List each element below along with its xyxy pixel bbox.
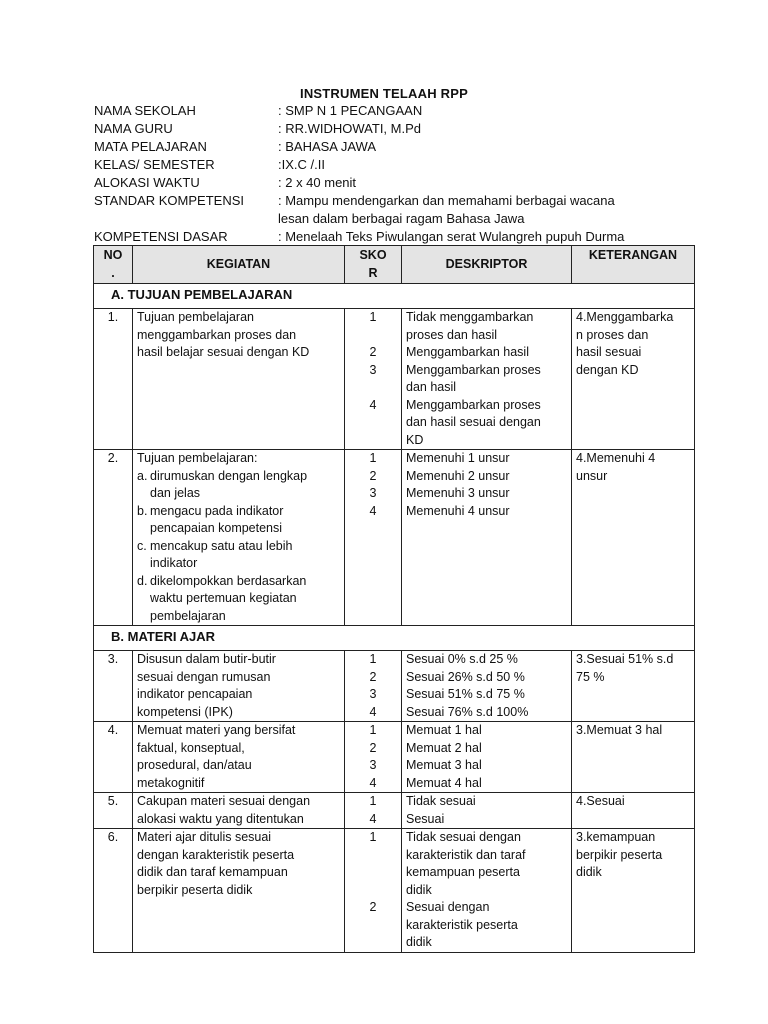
spacer xyxy=(349,414,397,432)
meta-row-alokasi xyxy=(94,174,714,192)
sublist-marker: a. xyxy=(137,468,148,483)
skor-value: 1 xyxy=(369,723,377,737)
table-row xyxy=(94,722,695,793)
deskriptor-line: Menggambarkan proses xyxy=(406,397,541,412)
sublist-item xyxy=(137,573,340,626)
sublist-item xyxy=(137,468,340,503)
deskriptor-line: Memuat 4 hal xyxy=(406,775,482,790)
deskriptor-line: didik xyxy=(406,882,432,897)
skor-value: 2 xyxy=(369,468,377,483)
row-number: 3. xyxy=(94,651,133,722)
kegiatan-cell xyxy=(133,722,345,793)
sublist-line: pencapaian kompetensi xyxy=(150,521,283,535)
meta-label: MATA PELAJARAN xyxy=(94,139,207,154)
skor-value: 1 xyxy=(369,830,377,844)
deskriptor-line: KD xyxy=(406,432,424,447)
meta-label: NAMA SEKOLAH xyxy=(94,103,196,118)
deskriptor-line: didik xyxy=(406,935,432,949)
kegiatan-line: metakognitif xyxy=(137,775,205,790)
deskriptor-line: Menggambarkan proses xyxy=(406,362,541,377)
sublist-text xyxy=(150,503,340,538)
skor-value: 2 xyxy=(369,669,377,684)
table-row xyxy=(94,829,695,953)
header-deskriptor: DESKRIPTOR xyxy=(402,246,572,284)
spacer xyxy=(349,379,397,397)
sublist-line: indikator xyxy=(150,556,198,570)
deskriptor-line: Memenuhi 1 unsur xyxy=(406,451,510,465)
deskriptor-cell xyxy=(402,450,572,626)
keterangan-line: hasil sesuai xyxy=(576,345,642,359)
kegiatan-cell xyxy=(133,450,345,626)
document-title: INSTRUMEN TELAAH RPP xyxy=(300,86,468,101)
header-no-line: NO xyxy=(103,248,123,262)
spacer xyxy=(349,882,397,900)
assessment-table xyxy=(93,245,695,953)
skor-value: 1 xyxy=(369,652,377,666)
spacer xyxy=(349,864,397,882)
deskriptor-line: Memuat 3 hal xyxy=(406,758,482,772)
keterangan-cell xyxy=(572,651,695,722)
deskriptor-line: Memenuhi 3 unsur xyxy=(406,486,510,500)
header-kegiatan: KEGIATAN xyxy=(133,246,345,284)
deskriptor-line: Sesuai dengan xyxy=(406,900,490,914)
spacer xyxy=(349,934,397,952)
kegiatan-line: dengan karakteristik peserta xyxy=(137,847,295,862)
meta-row-kelas xyxy=(94,156,714,174)
table-row xyxy=(94,793,695,829)
kegiatan-sublist xyxy=(137,468,340,626)
meta-value: : RR.WIDHOWATI, M.Pd xyxy=(278,121,421,136)
deskriptor-line: Menggambarkan hasil xyxy=(406,345,529,359)
row-number: 2. xyxy=(94,450,133,626)
meta-row-kd xyxy=(94,228,714,246)
sublist-line: dan jelas xyxy=(150,486,201,500)
kegiatan-line: indikator pencapaian xyxy=(137,687,253,701)
deskriptor-line: Memuat 1 hal xyxy=(406,723,482,737)
sublist-marker: b. xyxy=(137,503,148,518)
sublist-marker: d. xyxy=(137,573,148,588)
table-row xyxy=(94,450,695,626)
keterangan-line: 4.Memenuhi 4 xyxy=(576,451,656,465)
sublist-text xyxy=(150,573,340,626)
skor-value: 1 xyxy=(369,310,377,324)
skor-value: 3 xyxy=(369,362,377,377)
meta-label: KOMPETENSI DASAR xyxy=(94,229,228,244)
kegiatan-cell xyxy=(133,651,345,722)
sublist-text xyxy=(150,468,340,503)
row-number: 1. xyxy=(94,309,133,450)
deskriptor-line: Memenuhi 4 unsur xyxy=(406,503,510,518)
kegiatan-line: Tujuan pembelajaran: xyxy=(137,451,258,465)
skor-value: 4 xyxy=(369,811,377,826)
keterangan-cell xyxy=(572,722,695,793)
kegiatan-line: alokasi waktu yang ditentukan xyxy=(137,811,304,826)
meta-value: : Menelaah Teks Piwulangan serat Wulangreh pupuh Durma xyxy=(278,229,625,244)
keterangan-line: didik xyxy=(576,865,602,879)
meta-value-line: lesan dalam berbagai ragam Bahasa Jawa xyxy=(278,211,525,226)
header-skor-line: SKO xyxy=(359,248,387,262)
kegiatan-line: Memuat materi yang bersifat xyxy=(137,723,296,737)
section-title: B. MATERI AJAR xyxy=(94,626,695,651)
meta-row-guru xyxy=(94,120,714,138)
keterangan-line: unsur xyxy=(576,468,608,483)
skor-value: 4 xyxy=(369,704,377,719)
table-row xyxy=(94,651,695,722)
deskriptor-line: karakteristik dan taraf xyxy=(406,847,526,862)
kegiatan-line: berpikir peserta didik xyxy=(137,882,253,897)
spacer xyxy=(349,847,397,865)
skor-cell xyxy=(345,793,402,829)
keterangan-line: dengan KD xyxy=(576,362,639,377)
keterangan-line: 4.Menggambarka xyxy=(576,310,674,324)
kegiatan-cell xyxy=(133,793,345,829)
sublist-line: mengacu pada indikator xyxy=(150,503,284,518)
skor-value: 3 xyxy=(369,486,377,500)
section-row xyxy=(94,626,695,651)
table-row xyxy=(94,309,695,450)
deskriptor-line: kemampuan peserta xyxy=(406,865,520,879)
keterangan-line: 3.kemampuan xyxy=(576,830,656,844)
deskriptor-line: Sesuai 76% s.d 100% xyxy=(406,704,529,719)
keterangan-cell xyxy=(572,829,695,953)
kegiatan-line: Disusun dalam butir-butir xyxy=(137,652,276,666)
sublist-line: waktu pertemuan kegiatan xyxy=(150,591,297,605)
deskriptor-line: Tidak sesuai dengan xyxy=(406,830,521,844)
sublist-line: dirumuskan dengan lengkap xyxy=(150,468,308,483)
kegiatan-line: prosedural, dan/atau xyxy=(137,758,252,772)
meta-row-mapel xyxy=(94,138,714,156)
keterangan-line: 3.Memuat 3 hal xyxy=(576,723,663,737)
meta-value: : SMP N 1 PECANGAAN xyxy=(278,103,423,118)
deskriptor-line: Sesuai 51% s.d 75 % xyxy=(406,687,525,701)
table-header-row xyxy=(94,246,695,284)
deskriptor-line: Tidak sesuai xyxy=(406,794,476,808)
sublist-line: dikelompokkan berdasarkan xyxy=(150,573,307,588)
table-body xyxy=(94,284,695,953)
deskriptor-line: dan hasil xyxy=(406,380,457,394)
skor-value: 4 xyxy=(369,397,377,412)
keterangan-line: berpikir peserta xyxy=(576,847,663,862)
deskriptor-line: Sesuai 26% s.d 50 % xyxy=(406,669,525,684)
deskriptor-line: dan hasil sesuai dengan xyxy=(406,415,541,429)
header-keterangan: KETERANGAN xyxy=(572,246,695,284)
kegiatan-line: sesuai dengan rumusan xyxy=(137,669,271,684)
spacer xyxy=(349,917,397,935)
skor-cell xyxy=(345,309,402,450)
deskriptor-line: Memuat 2 hal xyxy=(406,740,482,755)
section-row xyxy=(94,284,695,309)
meta-value-line: : Mampu mendengarkan dan memahami berbagai wacana xyxy=(278,193,615,208)
sublist-marker: c. xyxy=(137,538,147,553)
sublist-line: mencakup satu atau lebih xyxy=(150,538,293,553)
kegiatan-cell xyxy=(133,829,345,953)
deskriptor-line: proses dan hasil xyxy=(406,327,498,342)
section-title: A. TUJUAN PEMBELAJARAN xyxy=(94,284,695,309)
spacer xyxy=(349,327,397,345)
skor-cell xyxy=(345,829,402,953)
deskriptor-cell xyxy=(402,651,572,722)
skor-cell xyxy=(345,450,402,626)
meta-label: KELAS/ SEMESTER xyxy=(94,157,215,172)
deskriptor-cell xyxy=(402,829,572,953)
kegiatan-line: Cakupan materi sesuai dengan xyxy=(137,794,311,808)
keterangan-line: 4.Sesuai xyxy=(576,794,625,808)
skor-value: 2 xyxy=(369,900,377,914)
header-skor-line: R xyxy=(368,265,378,280)
kegiatan-line: hasil belajar sesuai dengan KD xyxy=(137,345,310,359)
deskriptor-line: Sesuai xyxy=(406,811,445,826)
deskriptor-cell xyxy=(402,722,572,793)
deskriptor-cell xyxy=(402,309,572,450)
skor-value: 2 xyxy=(369,345,377,359)
skor-value: 3 xyxy=(369,687,377,701)
meta-value: : 2 x 40 menit xyxy=(278,175,357,190)
skor-value: 2 xyxy=(369,740,377,755)
kegiatan-line: faktual, konseptual, xyxy=(137,740,245,755)
sublist-text xyxy=(150,538,340,573)
row-number: 4. xyxy=(94,722,133,793)
meta-row-sekolah xyxy=(94,102,714,120)
keterangan-line: n proses dan xyxy=(576,327,649,342)
keterangan-cell xyxy=(572,793,695,829)
meta-value: : BAHASA JAWA xyxy=(278,139,377,154)
skor-value: 4 xyxy=(369,503,377,518)
sublist-item xyxy=(137,538,340,573)
kegiatan-line: menggambarkan proses dan xyxy=(137,327,297,342)
meta-label: STANDAR KOMPETENSI xyxy=(94,193,245,208)
deskriptor-line: Memenuhi 2 unsur xyxy=(406,468,510,483)
keterangan-cell xyxy=(572,450,695,626)
kegiatan-line: Tujuan pembelajaran xyxy=(137,310,254,324)
kegiatan-line: Materi ajar ditulis sesuai xyxy=(137,830,272,844)
meta-label: ALOKASI WAKTU xyxy=(94,175,200,190)
keterangan-line: 75 % xyxy=(576,669,605,684)
skor-value: 1 xyxy=(369,794,377,808)
keterangan-line: 3.Sesuai 51% s.d xyxy=(576,652,674,666)
skor-cell xyxy=(345,651,402,722)
meta-value: :IX.C /.II xyxy=(278,157,325,172)
meta-label: NAMA GURU xyxy=(94,121,173,136)
skor-value: 3 xyxy=(369,758,377,772)
deskriptor-line: Tidak menggambarkan xyxy=(406,310,534,324)
sublist-line: pembelajaran xyxy=(150,608,226,623)
row-number: 6. xyxy=(94,829,133,953)
kegiatan-line: didik dan taraf kemampuan xyxy=(137,865,288,879)
header-no xyxy=(94,246,133,284)
skor-value: 4 xyxy=(369,775,377,790)
deskriptor-line: karakteristik peserta xyxy=(406,917,518,932)
deskriptor-cell xyxy=(402,793,572,829)
header-no-line: . xyxy=(111,265,115,280)
row-number: 5. xyxy=(94,793,133,829)
meta-value xyxy=(278,192,714,228)
skor-value: 1 xyxy=(369,451,377,465)
meta-row-sk xyxy=(94,192,714,228)
header-skor xyxy=(345,246,402,284)
identity-block xyxy=(94,102,714,246)
skor-cell xyxy=(345,722,402,793)
deskriptor-line: Sesuai 0% s.d 25 % xyxy=(406,652,518,666)
kegiatan-cell xyxy=(133,309,345,450)
kegiatan-line: kompetensi (IPK) xyxy=(137,704,233,719)
keterangan-cell xyxy=(572,309,695,450)
sublist-item xyxy=(137,503,340,538)
